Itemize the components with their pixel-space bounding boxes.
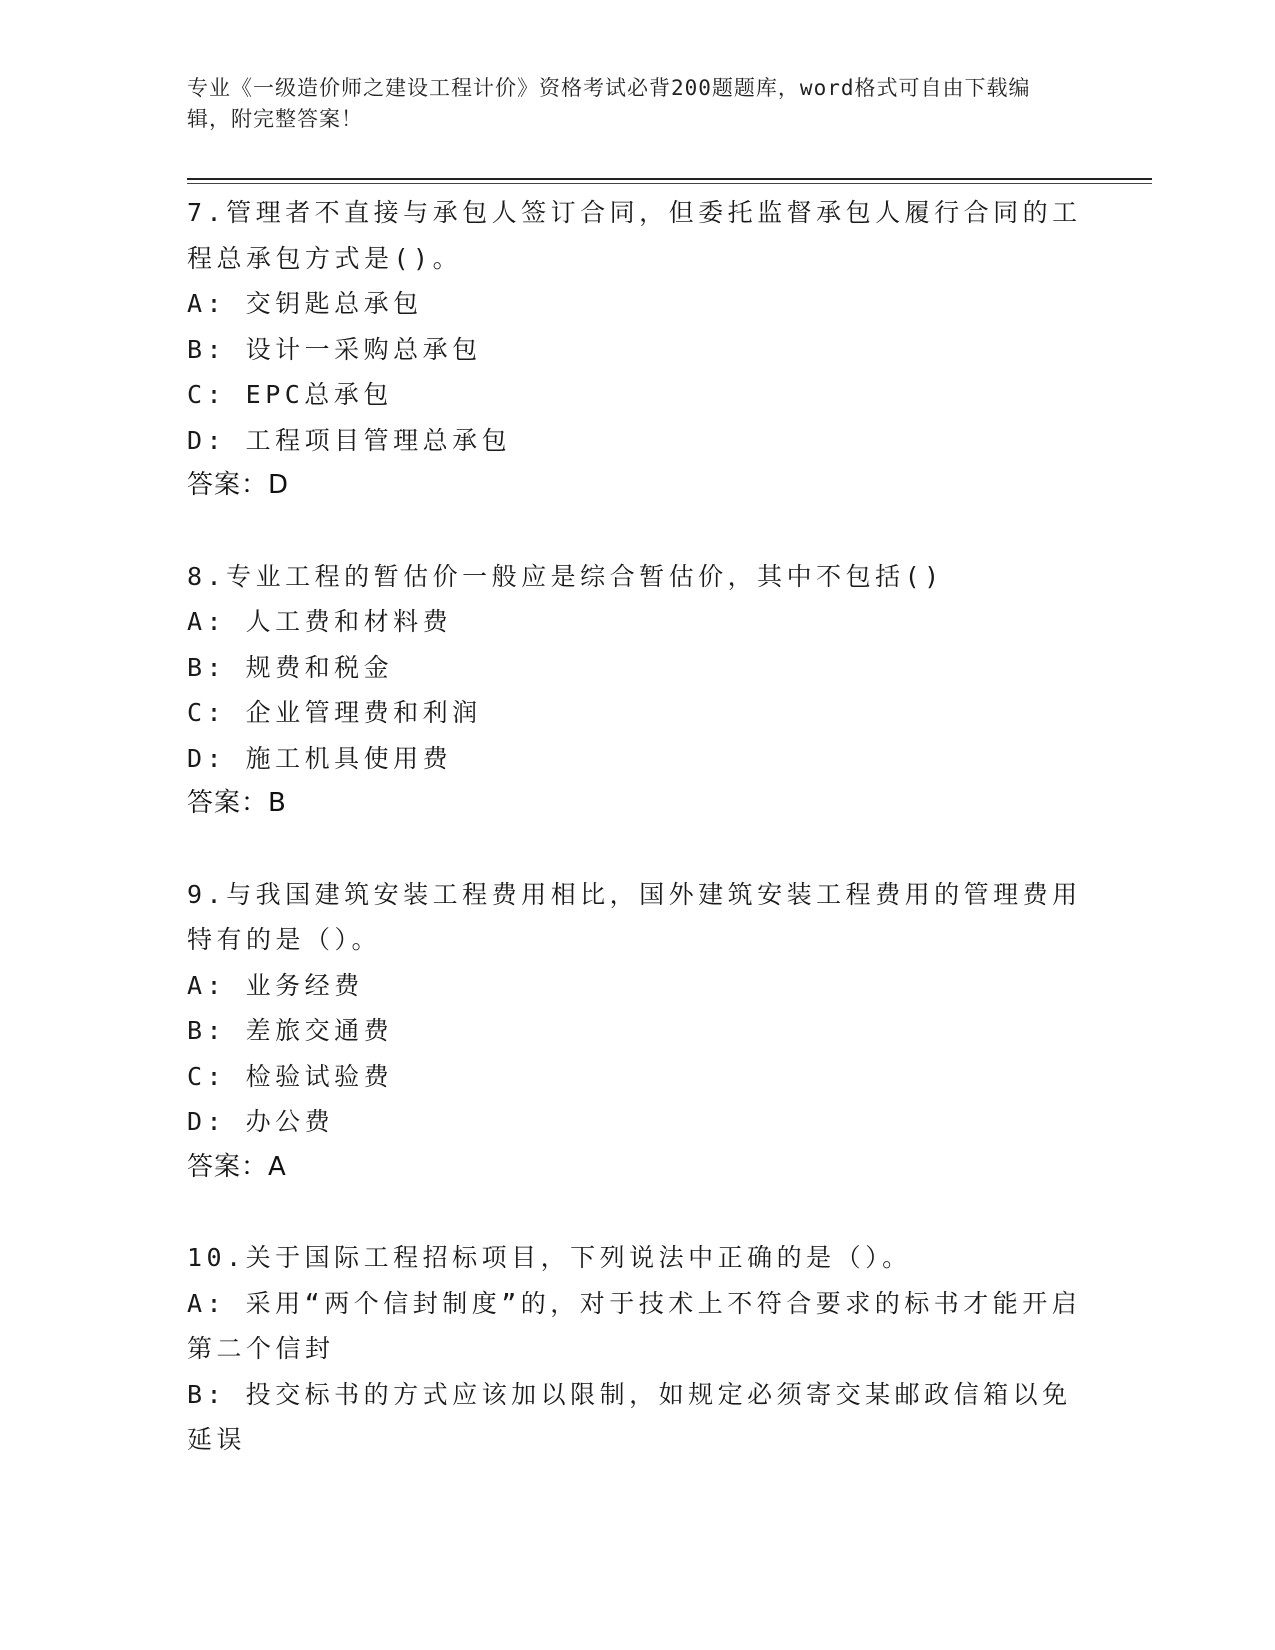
document-intro: 专业《一级造价师之建设工程计价》资格考试必背200题题库，word格式可自由下载编辑，附完整答案！	[187, 76, 1031, 131]
header-divider-thick	[187, 178, 1152, 180]
option-d: D: 工程项目管理总承包	[187, 425, 512, 455]
answer-line: 答案：A	[187, 1151, 287, 1182]
option-a: A: 交钥匙总承包	[187, 289, 423, 318]
option-c: C: EPC总承包	[187, 380, 393, 409]
header-divider-thin	[187, 183, 1152, 184]
question-stem: 10.关于国际工程招标项目，下列说法中正确的是（）。	[187, 1243, 912, 1272]
option-a: A: 采用“两个信封制度”的，对于技术上不符合要求的标书才能开启第二个信封	[187, 1288, 1082, 1363]
answer-line: 答案：D	[187, 470, 290, 500]
question-9	[187, 872, 1087, 1191]
option-b: B: 差旅交通费	[187, 1016, 394, 1045]
question-8	[187, 554, 1087, 827]
question-7	[187, 190, 1087, 509]
question-stem: 7.管理者不直接与承包人签订合同，但委托监督承包人履行合同的工程总承包方式是()。	[187, 198, 1082, 273]
option-c: C: 企业管理费和利润	[187, 698, 482, 727]
option-b: B: 设计一采购总承包	[187, 334, 482, 364]
question-10	[187, 1235, 1087, 1463]
option-d: D: 施工机具使用费	[187, 743, 453, 773]
question-stem: 8.专业工程的暂估价一般应是综合暂估价，其中不包括()	[187, 561, 944, 591]
question-list	[187, 190, 1087, 1508]
option-a: A: 业务经费	[187, 970, 364, 1000]
option-b: B: 规费和税金	[187, 652, 394, 682]
question-stem: 9.与我国建筑安装工程费用相比，国外建筑安装工程费用的管理费用特有的是（）。	[187, 879, 1082, 954]
answer-line: 答案：B	[187, 788, 287, 818]
option-b: B: 投交标书的方式应该加以限制，如规定必须寄交某邮政信箱以免延误	[187, 1379, 1072, 1454]
option-c: C: 检验试验费	[187, 1061, 394, 1091]
option-d: D: 办公费	[187, 1107, 335, 1136]
option-a: A: 人工费和材料费	[187, 607, 453, 636]
